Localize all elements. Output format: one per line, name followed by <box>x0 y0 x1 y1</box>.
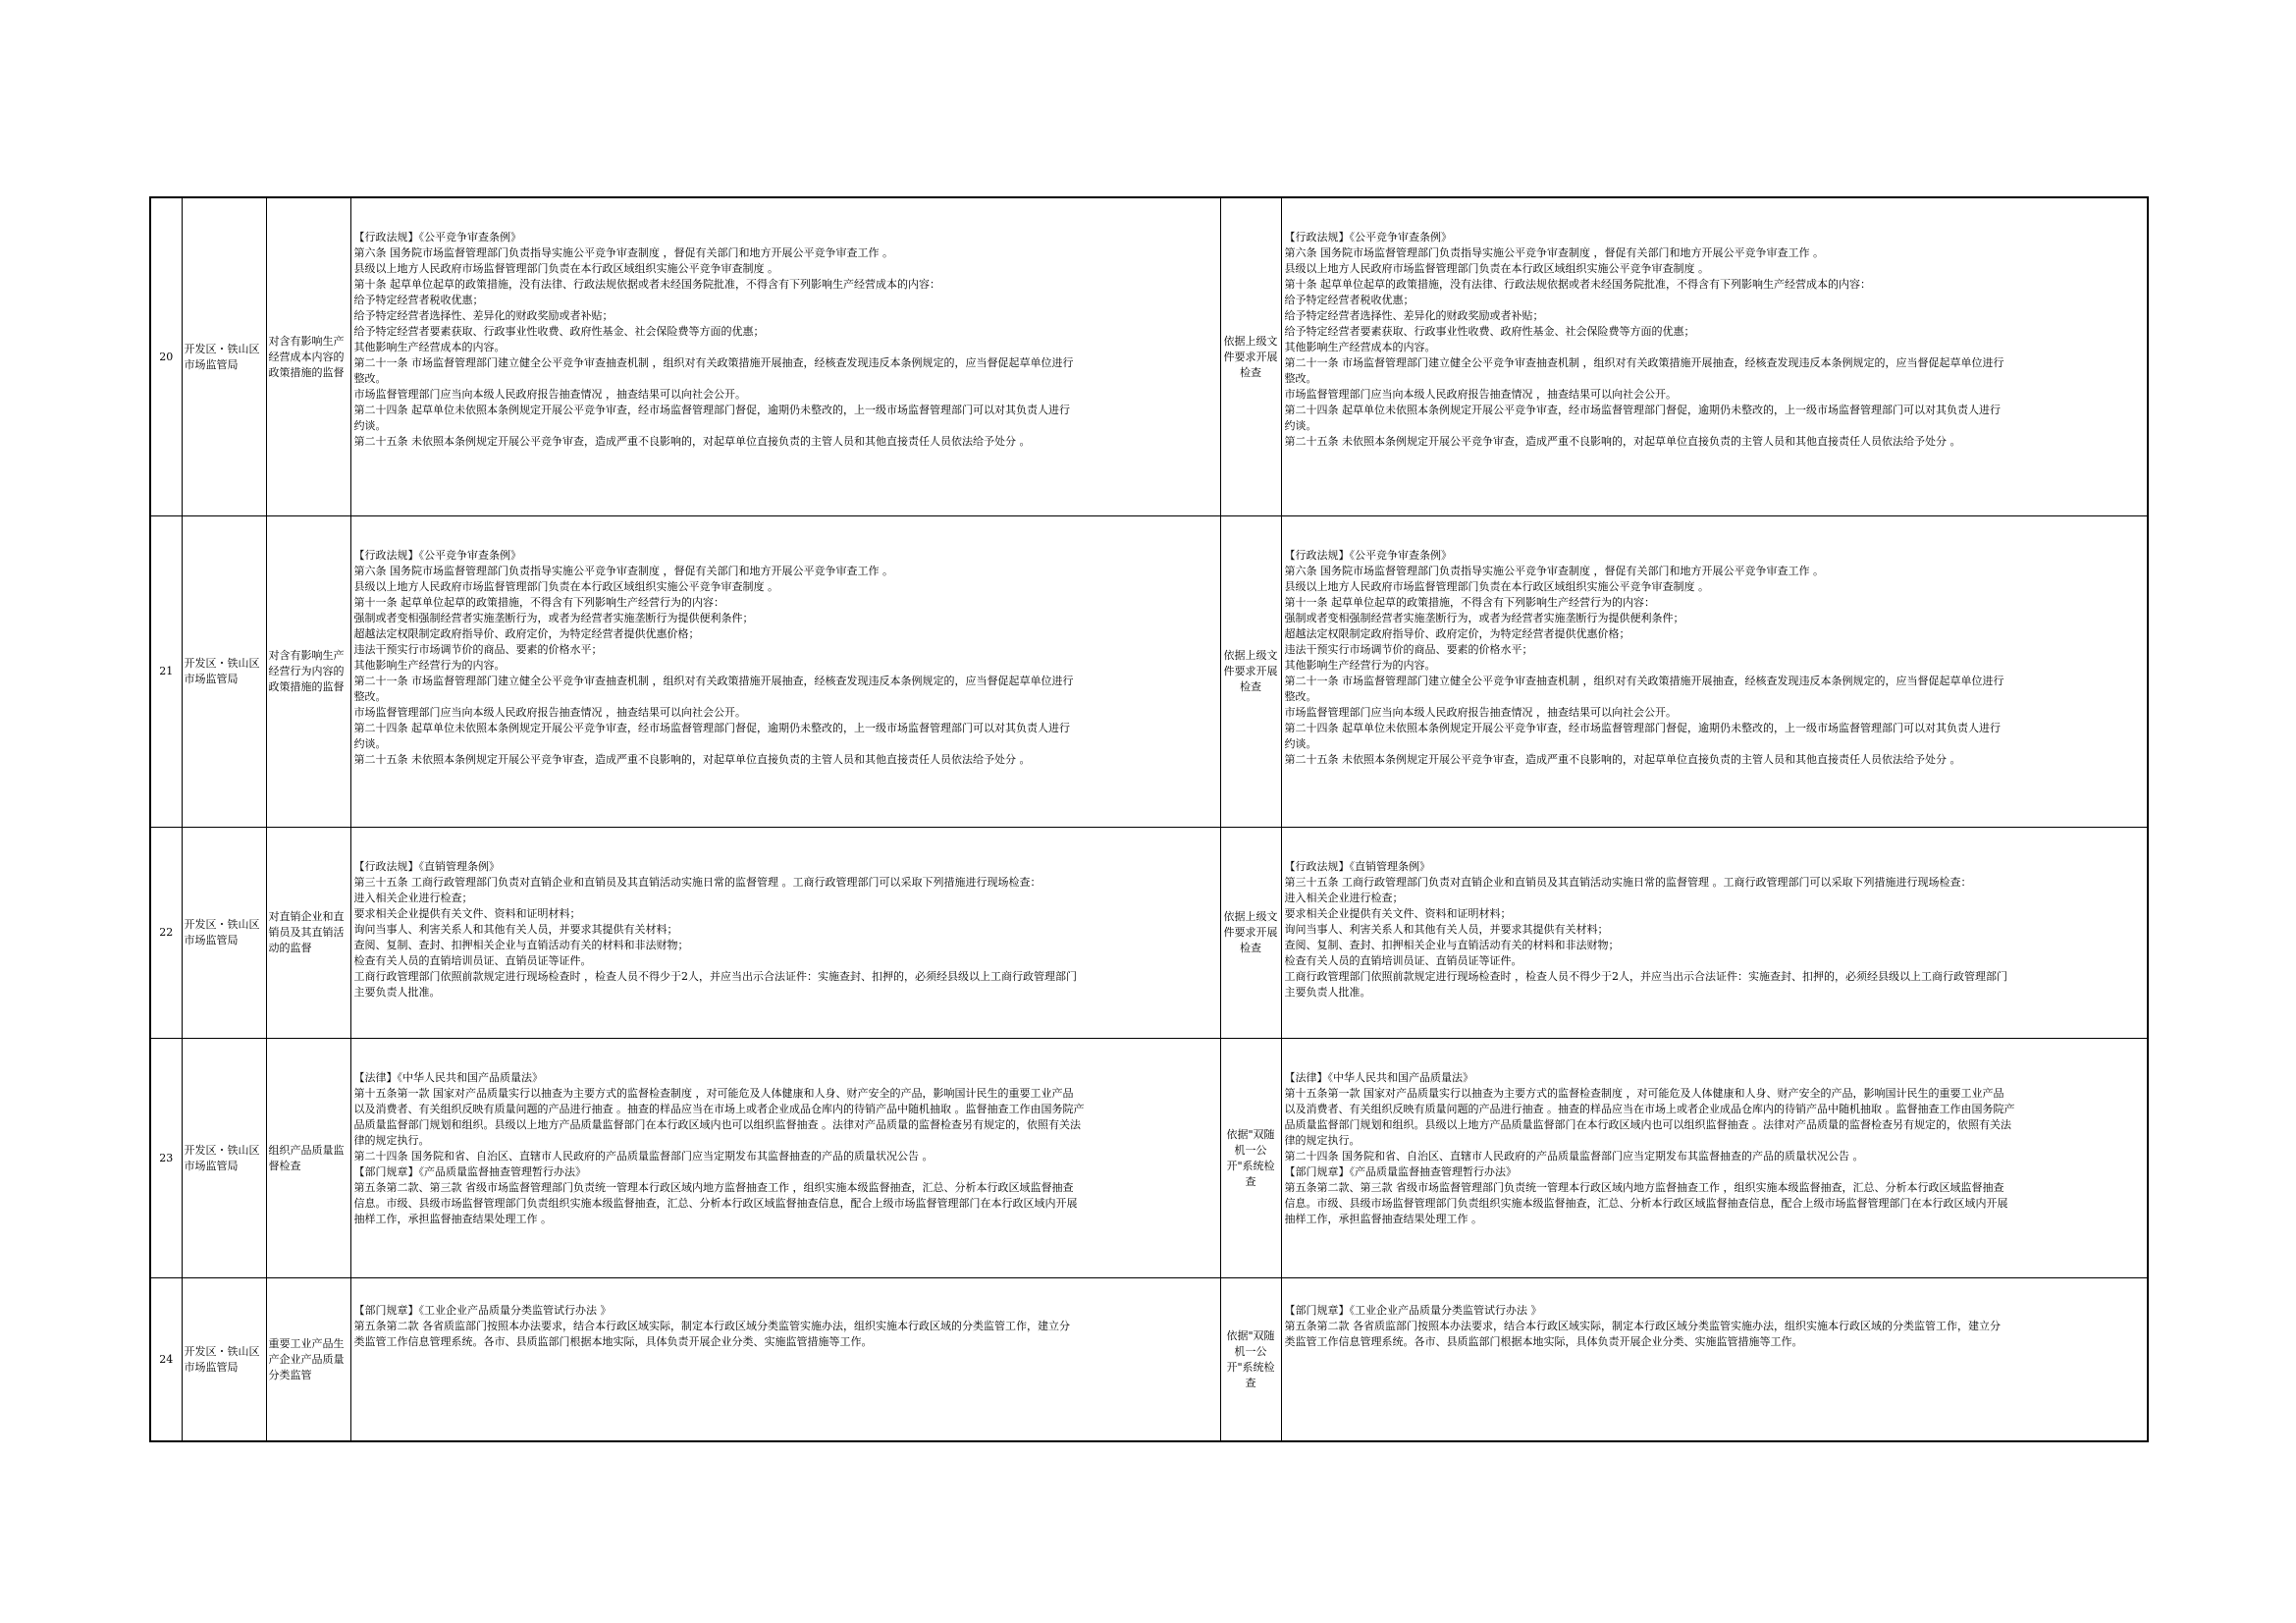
basis-line: 强制或者变相强制经营者实施垄断行为，或者为经营者实施垄断行为提供便利条件； <box>1284 612 1684 624</box>
basis-line: 给予特定经营者税收优惠； <box>353 294 484 306</box>
table-body <box>150 197 2148 1441</box>
basis-line: 要求相关企业提供有关文件、资料和证明材料； <box>353 907 581 920</box>
department-cell: 开发区・铁山区市场监管局 <box>182 197 266 516</box>
table-row <box>150 516 2148 828</box>
basis-line: 第二十五条 未依照本条例规定开展公平竞争审查，造成严重不良影响的，对起草单位直接负责的主管人员和其他直接责任人员依法给予处分 。 <box>353 753 1031 766</box>
basis-line: 第三十五条 工商行政管理部门负责对直销企业和直销员及其直销活动实施日常的监督管理 。工商行政管理部门可以采取下列措施进行现场检查： <box>1284 876 1972 889</box>
basis-line: 第二十四条 国务院和省、自治区、直辖市人民政府的产品质量监督部门应当定期发布其监督抽查的产品的质量状况公告 。 <box>1284 1150 1864 1163</box>
inspection-item-cell: 重要工业产品生产企业产品质量分类监管 <box>266 1278 350 1442</box>
basis-line: 超越法定权限制定政府指导价、政府定价，为特定经营者提供优惠价格； <box>353 627 700 640</box>
basis-line: 县级以上地方人民政府市场监督管理部门负责在本行政区域组织实施公平竞争审查制度 。 <box>353 262 778 275</box>
inspection-method-cell: 依据上级文件要求开展检查 <box>1220 197 1281 516</box>
legal-basis-cell <box>350 828 1220 1039</box>
basis-line: 品质量监督部门规划和组织。县级以上地方产品质量监督部门在本行政区域内也可以组织监督抽查 。法律对产品质量的监督检查另有规定的，依照有关法 <box>1284 1118 2011 1131</box>
basis-line: 【行政法规】《直销管理条例》 <box>1284 860 1430 873</box>
basis-line: 县级以上地方人民政府市场监督管理部门负责在本行政区域组织实施公平竞争审查制度 。 <box>1284 262 1709 275</box>
inspection-method-cell: 依据上级文件要求开展检查 <box>1220 516 1281 828</box>
basis-line: 违法干预实行市场调节价的商品、要素的价格水平； <box>1284 643 1533 656</box>
inspection-item-cell: 组织产品质量监督检查 <box>266 1039 350 1278</box>
legal-basis-cell-repeat <box>1281 1278 2148 1442</box>
inspection-method-cell: 依据上级文件要求开展检查 <box>1220 828 1281 1039</box>
table-row <box>150 828 2148 1039</box>
basis-line: 【行政法规】《公平竞争审查条例》 <box>353 231 521 243</box>
legal-basis-cell <box>350 197 1220 516</box>
department-cell: 开发区・铁山区市场监管局 <box>182 516 266 828</box>
basis-line: 第十五条第一款 国家对产品质量实行以抽查为主要方式的监督检查制度 ，对可能危及人体健康和人身、财产安全的产品，影响国计民生的重要工业产品 <box>353 1087 1074 1100</box>
basis-line: 第五条第二款 各省质监部门按照本办法要求，结合本行政区域实际，制定本行政区域分类监管实施办法，组织实施本行政区域的分类监管工作，建立分 <box>1284 1320 2001 1332</box>
basis-line: 第二十一条 市场监督管理部门建立健全公平竞争审查抽查机制 ，组织对有关政策措施开展抽查，经核查发现违反本条例规定的，应当督促起草单位进行 <box>353 675 1074 687</box>
basis-line: 整改。 <box>353 690 387 703</box>
basis-line: 市场监督管理部门应当向本级人民政府报告抽查情况 ，抽查结果可以向社会公开。 <box>1284 706 1677 719</box>
table-row <box>150 1278 2148 1442</box>
basis-line: 约谈。 <box>1284 737 1317 750</box>
basis-line: 抽样工作，承担监督抽查结果处理工作 。 <box>1284 1213 1482 1225</box>
basis-line: 主要负责人批准。 <box>1284 986 1371 999</box>
basis-line: 超越法定权限制定政府指导价、政府定价，为特定经营者提供优惠价格； <box>1284 627 1630 640</box>
inspection-table <box>149 196 2149 1442</box>
basis-line: 强制或者变相强制经营者实施垄断行为，或者为经营者实施垄断行为提供便利条件； <box>353 612 754 624</box>
row-number: 22 <box>150 828 182 1039</box>
basis-line: 第十五条第一款 国家对产品质量实行以抽查为主要方式的监督检查制度 ，对可能危及人体健康和人身、财产安全的产品，影响国计民生的重要工业产品 <box>1284 1087 2004 1100</box>
basis-line: 县级以上地方人民政府市场监督管理部门负责在本行政区域组织实施公平竞争审查制度 。 <box>353 580 778 593</box>
basis-line: 工商行政管理部门依照前款规定进行现场检查时 ，检查人员不得少于2人，并应当出示合法证件：实施查封、扣押的，必须经县级以上工商行政管理部门 <box>353 970 1077 983</box>
basis-line: 约谈。 <box>353 737 387 750</box>
inspection-item-cell: 对直销企业和直销员及其直销活动的监督 <box>266 828 350 1039</box>
basis-line: 【行政法规】《直销管理条例》 <box>353 860 500 873</box>
basis-line: 县级以上地方人民政府市场监督管理部门负责在本行政区域组织实施公平竞争审查制度 。 <box>1284 580 1709 593</box>
legal-basis-cell-repeat <box>1281 1039 2148 1278</box>
basis-line: 第二十一条 市场监督管理部门建立健全公平竞争审查抽查机制 ，组织对有关政策措施开展抽查，经核查发现违反本条例规定的，应当督促起草单位进行 <box>1284 675 2004 687</box>
basis-line: 约谈。 <box>1284 419 1317 432</box>
row-number: 23 <box>150 1039 182 1278</box>
legal-basis-cell-repeat <box>1281 828 2148 1039</box>
basis-line: 第二十四条 起草单位未依照本条例规定开展公平竞争审查，经市场监督管理部门督促，逾期仍未整改的，上一级市场监督管理部门可以对其负责人进行 <box>353 404 1070 416</box>
inspection-item-cell: 对含有影响生产经营行为内容的政策措施的监督 <box>266 516 350 828</box>
basis-line: 【部门规章】《产品质量监督抽查管理暂行办法》 <box>353 1165 586 1178</box>
basis-line: 约谈。 <box>353 419 387 432</box>
basis-line: 第十条 起草单位起草的政策措施，没有法律、行政法规依据或者未经国务院批准，不得含有下列影响生产经营成本的内容： <box>1284 278 1871 291</box>
basis-line: 【行政法规】《公平竞争审查条例》 <box>1284 549 1452 562</box>
legal-basis-cell <box>350 1039 1220 1278</box>
basis-line: 以及消费者、有关组织反映有质量问题的产品进行抽查 。抽查的样品应当在市场上或者企业成品仓库内的待销产品中随机抽取 。监督抽查工作由国务院产 <box>1284 1103 2015 1115</box>
basis-line: 检查有关人员的直销培训员证、直销员证等证件。 <box>353 954 592 967</box>
basis-line: 以及消费者、有关组织反映有质量问题的产品进行抽查 。抽查的样品应当在市场上或者企业成品仓库内的待销产品中随机抽取 。监督抽查工作由国务院产 <box>353 1103 1085 1115</box>
inspection-item-cell: 对含有影响生产经营成本内容的政策措施的监督 <box>266 197 350 516</box>
basis-line: 给予特定经营者选择性、差异化的财政奖励或者补贴； <box>1284 309 1544 322</box>
basis-line: 类监管工作信息管理系统。各市、县质监部门根据本地实际，具体负责开展企业分类、实施监管措施等工作。 <box>1284 1335 1803 1348</box>
basis-line: 抽样工作，承担监督抽查结果处理工作 。 <box>353 1213 552 1225</box>
basis-line: 第十一条 起草单位起草的政策措施，不得含有下列影响生产经营行为的内容： <box>353 596 724 609</box>
basis-line: 给予特定经营者税收优惠； <box>1284 294 1415 306</box>
basis-line: 第二十五条 未依照本条例规定开展公平竞争审查，造成严重不良影响的，对起草单位直接负责的主管人员和其他直接责任人员依法给予处分 。 <box>353 435 1031 448</box>
basis-line: 第五条第二款、第三款 省级市场监督管理部门负责统一管理本行政区域内地方监督抽查工作 ，组织实施本级监督抽查，汇总、分析本行政区域监督抽查 <box>353 1181 1074 1194</box>
basis-line: 第五条第二款、第三款 省级市场监督管理部门负责统一管理本行政区域内地方监督抽查工作 ，组织实施本级监督抽查，汇总、分析本行政区域监督抽查 <box>1284 1181 2004 1194</box>
legal-basis-cell <box>350 516 1220 828</box>
basis-line: 其他影响生产经营成本的内容。 <box>1284 341 1436 353</box>
basis-line: 【部门规章】《工业企业产品质量分类监管试行办法 》 <box>353 1304 612 1317</box>
basis-line: 第二十四条 国务院和省、自治区、直辖市人民政府的产品质量监督部门应当定期发布其监督抽查的产品的质量状况公告 。 <box>353 1150 934 1163</box>
row-number: 21 <box>150 516 182 828</box>
table-row <box>150 1039 2148 1278</box>
basis-line: 第二十一条 市场监督管理部门建立健全公平竞争审查抽查机制 ，组织对有关政策措施开展抽查，经核查发现违反本条例规定的，应当督促起草单位进行 <box>1284 356 2004 369</box>
basis-line: 第二十四条 起草单位未依照本条例规定开展公平竞争审查，经市场监督管理部门督促，逾期仍未整改的，上一级市场监督管理部门可以对其负责人进行 <box>353 722 1070 734</box>
basis-line: 工商行政管理部门依照前款规定进行现场检查时 ，检查人员不得少于2人，并应当出示合法证件：实施查封、扣押的，必须经县级以上工商行政管理部门 <box>1284 970 2007 983</box>
legal-basis-cell <box>350 1278 1220 1442</box>
basis-line: 整改。 <box>353 372 387 385</box>
basis-line: 其他影响生产经营行为的内容。 <box>1284 659 1436 672</box>
basis-line: 第二十四条 起草单位未依照本条例规定开展公平竞争审查，经市场监督管理部门督促，逾期仍未整改的，上一级市场监督管理部门可以对其负责人进行 <box>1284 404 2001 416</box>
basis-line: 类监管工作信息管理系统。各市、县质监部门根据本地实际，具体负责开展企业分类、实施监管措施等工作。 <box>353 1335 873 1348</box>
basis-line: 整改。 <box>1284 690 1317 703</box>
basis-line: 整改。 <box>1284 372 1317 385</box>
basis-line: 询问当事人、利害关系人和其他有关人员，并要求其提供有关材料； <box>1284 923 1609 936</box>
basis-line: 查阅、复制、查封、扣押相关企业与直销活动有关的材料和非法财物； <box>1284 939 1620 951</box>
basis-line: 第十一条 起草单位起草的政策措施，不得含有下列影响生产经营行为的内容： <box>1284 596 1655 609</box>
basis-line: 市场监督管理部门应当向本级人民政府报告抽查情况 ，抽查结果可以向社会公开。 <box>353 706 746 719</box>
basis-line: 给予特定经营者选择性、差异化的财政奖励或者补贴； <box>353 309 614 322</box>
basis-line: 【法律】《中华人民共和国产品质量法》 <box>353 1071 543 1084</box>
basis-line: 市场监督管理部门应当向本级人民政府报告抽查情况 ，抽查结果可以向社会公开。 <box>1284 388 1677 401</box>
basis-line: 查阅、复制、查封、扣押相关企业与直销活动有关的材料和非法财物； <box>353 939 689 951</box>
basis-line: 要求相关企业提供有关文件、资料和证明材料； <box>1284 907 1512 920</box>
basis-line: 第五条第二款 各省质监部门按照本办法要求，结合本行政区域实际，制定本行政区域分类监管实施办法，组织实施本行政区域的分类监管工作，建立分 <box>353 1320 1070 1332</box>
basis-line: 【行政法规】《公平竞争审查条例》 <box>353 549 521 562</box>
basis-line: 第二十五条 未依照本条例规定开展公平竞争审查，造成严重不良影响的，对起草单位直接负责的主管人员和其他直接责任人员依法给予处分 。 <box>1284 435 1961 448</box>
row-number: 20 <box>150 197 182 516</box>
basis-line: 检查有关人员的直销培训员证、直销员证等证件。 <box>1284 954 1522 967</box>
basis-line: 律的规定执行。 <box>1284 1134 1361 1147</box>
inspection-method-cell: 依据"双随机一公开"系统检查 <box>1220 1039 1281 1278</box>
basis-line: 【法律】《中华人民共和国产品质量法》 <box>1284 1071 1473 1084</box>
basis-line: 【行政法规】《公平竞争审查条例》 <box>1284 231 1452 243</box>
inspection-method-cell: 依据"双随机一公开"系统检查 <box>1220 1278 1281 1442</box>
basis-line: 第六条 国务院市场监督管理部门负责指导实施公平竞争审查制度 ，督促有关部门和地方开展公平竞争审查工作 。 <box>1284 565 1824 577</box>
basis-line: 【部门规章】《工业企业产品质量分类监管试行办法 》 <box>1284 1304 1542 1317</box>
basis-line: 给予特定经营者要素获取、行政事业性收费、政府性基金、社会保险费等方面的优惠； <box>353 325 765 338</box>
basis-line: 律的规定执行。 <box>353 1134 430 1147</box>
basis-line: 第二十四条 起草单位未依照本条例规定开展公平竞争审查，经市场监督管理部门督促，逾期仍未整改的，上一级市场监督管理部门可以对其负责人进行 <box>1284 722 2001 734</box>
basis-line: 第六条 国务院市场监督管理部门负责指导实施公平竞争审查制度 ，督促有关部门和地方开展公平竞争审查工作 。 <box>353 565 893 577</box>
department-cell: 开发区・铁山区市场监管局 <box>182 1039 266 1278</box>
basis-line: 进入相关企业进行检查； <box>1284 892 1404 904</box>
legal-basis-cell-repeat <box>1281 197 2148 516</box>
row-number: 24 <box>150 1278 182 1442</box>
basis-line: 第三十五条 工商行政管理部门负责对直销企业和直销员及其直销活动实施日常的监督管理 。工商行政管理部门可以采取下列措施进行现场检查： <box>353 876 1041 889</box>
basis-line: 其他影响生产经营成本的内容。 <box>353 341 506 353</box>
department-cell: 开发区・铁山区市场监管局 <box>182 828 266 1039</box>
basis-line: 第二十一条 市场监督管理部门建立健全公平竞争审查抽查机制 ，组织对有关政策措施开展抽查，经核查发现违反本条例规定的，应当督促起草单位进行 <box>353 356 1074 369</box>
basis-line: 其他影响生产经营行为的内容。 <box>353 659 506 672</box>
department-cell: 开发区・铁山区市场监管局 <box>182 1278 266 1442</box>
basis-line: 第六条 国务院市场监督管理部门负责指导实施公平竞争审查制度 ，督促有关部门和地方开展公平竞争审查工作 。 <box>1284 246 1824 259</box>
basis-line: 违法干预实行市场调节价的商品、要素的价格水平； <box>353 643 603 656</box>
basis-line: 第二十五条 未依照本条例规定开展公平竞争审查，造成严重不良影响的，对起草单位直接负责的主管人员和其他直接责任人员依法给予处分 。 <box>1284 753 1961 766</box>
basis-line: 信息。市级、县级市场监督管理部门负责组织实施本级监督抽查，汇总、分析本行政区域监督抽查信息，配合上级市场监督管理部门在本行政区域内开展 <box>353 1197 1078 1210</box>
basis-line: 给予特定经营者要素获取、行政事业性收费、政府性基金、社会保险费等方面的优惠； <box>1284 325 1695 338</box>
basis-line: 信息。市级、县级市场监督管理部门负责组织实施本级监督抽查，汇总、分析本行政区域监督抽查信息，配合上级市场监督管理部门在本行政区域内开展 <box>1284 1197 2008 1210</box>
basis-line: 询问当事人、利害关系人和其他有关人员，并要求其提供有关材料； <box>353 923 678 936</box>
basis-line: 市场监督管理部门应当向本级人民政府报告抽查情况 ，抽查结果可以向社会公开。 <box>353 388 746 401</box>
basis-line: 【部门规章】《产品质量监督抽查管理暂行办法》 <box>1284 1165 1517 1178</box>
basis-line: 第六条 国务院市场监督管理部门负责指导实施公平竞争审查制度 ，督促有关部门和地方开展公平竞争审查工作 。 <box>353 246 893 259</box>
basis-line: 品质量监督部门规划和组织。县级以上地方产品质量监督部门在本行政区域内也可以组织监督抽查 。法律对产品质量的监督检查另有规定的，依照有关法 <box>353 1118 1081 1131</box>
table-row <box>150 197 2148 516</box>
basis-line: 进入相关企业进行检查； <box>353 892 473 904</box>
basis-line: 第十条 起草单位起草的政策措施，没有法律、行政法规依据或者未经国务院批准，不得含有下列影响生产经营成本的内容： <box>353 278 940 291</box>
legal-basis-cell-repeat <box>1281 516 2148 828</box>
basis-line: 主要负责人批准。 <box>353 986 441 999</box>
